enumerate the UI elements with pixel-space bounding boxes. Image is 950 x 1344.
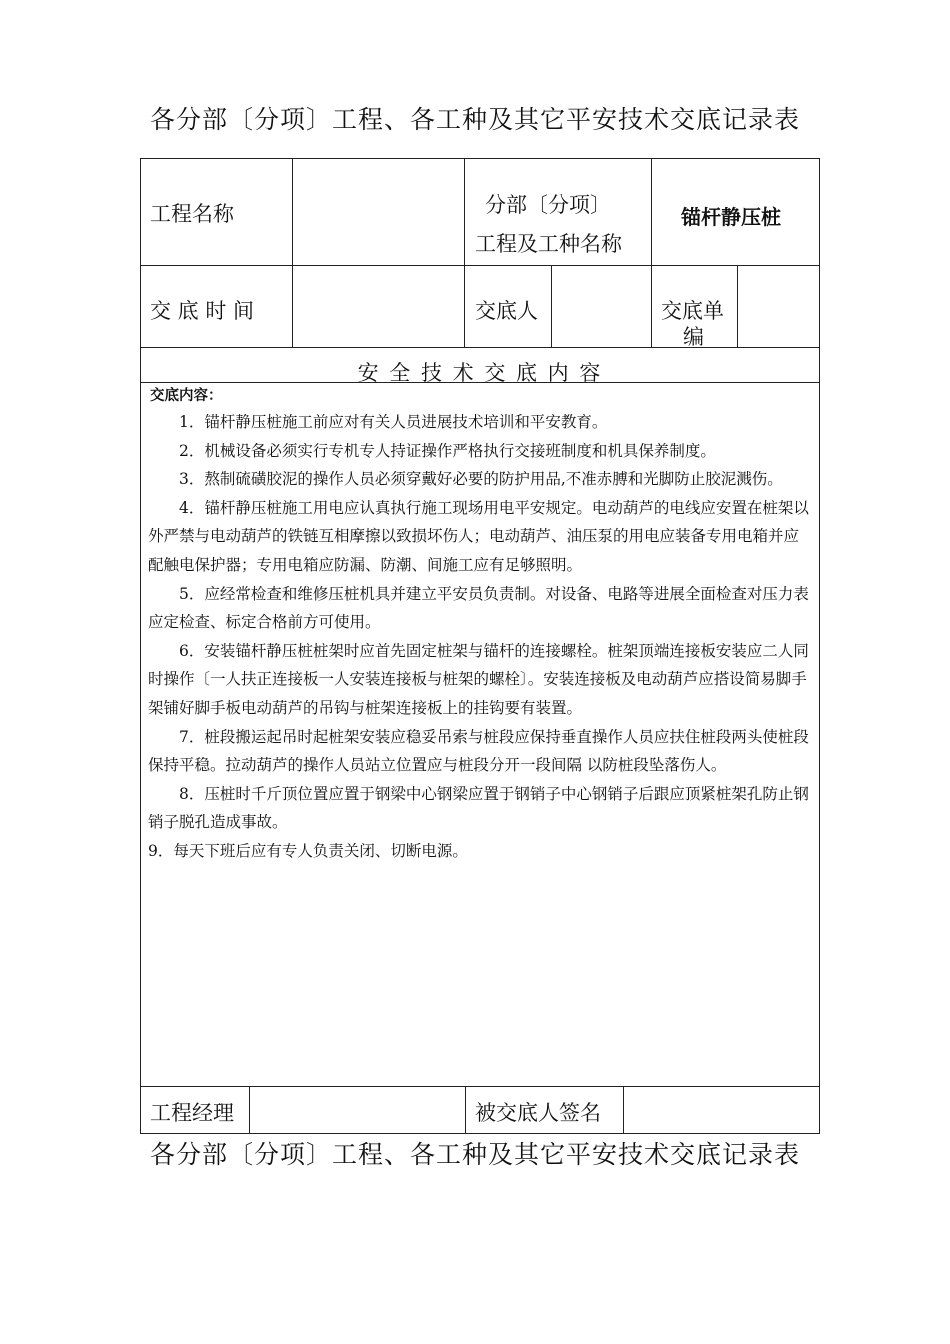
project-name-field[interactable] (296, 162, 460, 262)
page-title: 各分部〔分项〕工程、各工种及其它平安技术交底记录表 (149, 105, 800, 134)
project-name-label: 工程名称 (150, 202, 234, 226)
content-item: 9．每天下班后应有专人负责关闭、切断电源。 (148, 841, 468, 860)
subproject-label-line1: 分部〔分项〕 (485, 193, 611, 217)
content-item: 4．锚杆静压桩施工用电应认真执行施工现场用电平安规定。电动葫芦的电线应安置在桩架以外严禁与电动葫芦的铁链互相摩擦以致损坏伤人；电动葫芦、油压泵的用电应装备专用电箱并应配触电保护器；专用电箱应防漏、防潮、间施工应有足够照明。 (148, 498, 809, 574)
presenter-label: 交底人 (475, 299, 538, 323)
date-label: 交 底 时 间 (150, 299, 255, 323)
section-title: 安 全 技 术 交 底 内 容 (357, 361, 603, 385)
date-field[interactable] (296, 269, 460, 343)
content-item: 8．压桩时千斤顶位置应置于钢梁中心钢梁应置于钢销子中心钢销子后跟应顶紧桩架孔防止钢销子脱孔造成事故。 (148, 784, 809, 832)
manager-field[interactable] (253, 1090, 461, 1130)
col-divider (465, 1086, 466, 1134)
content-item: 7．桩段搬运起吊时起桩架安装应稳妥吊索与桩段应保持垂直操作人员应扶住桩段两头使桩段保持平稳。拉动葫芦的操作人员站立位置应与桩段分开一段间隔 以防桩段坠落伤人。 (148, 727, 809, 775)
manager-label: 工程经理 (150, 1101, 234, 1125)
col-divider (651, 158, 652, 347)
subproject-value: 锚杆静压桩 (681, 205, 781, 229)
content-item: 5．应经常检查和维修压桩机具并建立平安员负责制。对设备、电路等进展全面检查对压力表应定检查、标定合格前方可使用。 (148, 584, 809, 632)
row-divider (140, 1086, 820, 1087)
content-item: 6．安装锚杆静压桩桩架时应首先固定桩架与锚杆的连接螺栓。桩架顶端连接板安装应二人同时操作〔一人扶正连接板一人安装连接板与桩架的螺栓〕。安装连接板及电动葫芦应搭设简易脚手架铺好脚手板电动葫芦的吊钩与桩架连接板上的挂钩要有装置。 (148, 641, 809, 717)
row-divider (140, 347, 820, 348)
signee-field[interactable] (627, 1090, 816, 1130)
content-body (148, 408, 814, 866)
unit-field[interactable] (741, 269, 817, 343)
col-divider (623, 1086, 624, 1134)
content-label: 交底内容： (150, 388, 223, 404)
col-divider (551, 265, 552, 347)
row-divider (140, 265, 820, 266)
repeat-page-title: 各分部〔分项〕工程、各工种及其它平安技术交底记录表 (149, 1140, 800, 1169)
col-divider (249, 1086, 250, 1134)
signee-label: 被交底人签名 (475, 1101, 601, 1125)
col-divider (464, 158, 465, 347)
presenter-field[interactable] (555, 269, 647, 343)
unit-label-line2: 编 (683, 325, 704, 349)
content-item: 3．熬制硫磺胶泥的操作人员必须穿戴好必要的防护用品,不准赤膊和光脚防止胶泥溅伤。 (179, 470, 783, 489)
col-divider (292, 158, 293, 347)
unit-label-line1: 交底单 (661, 299, 724, 323)
content-item: 2．机械设备必须实行专机专人持证操作严格执行交接班制度和机具保养制度。 (179, 441, 716, 460)
col-divider (737, 265, 738, 347)
content-item: 1．锚杆静压桩施工前应对有关人员进展技术培训和平安教育。 (179, 413, 608, 431)
subproject-label-line2: 工程及工种名称 (475, 232, 622, 256)
